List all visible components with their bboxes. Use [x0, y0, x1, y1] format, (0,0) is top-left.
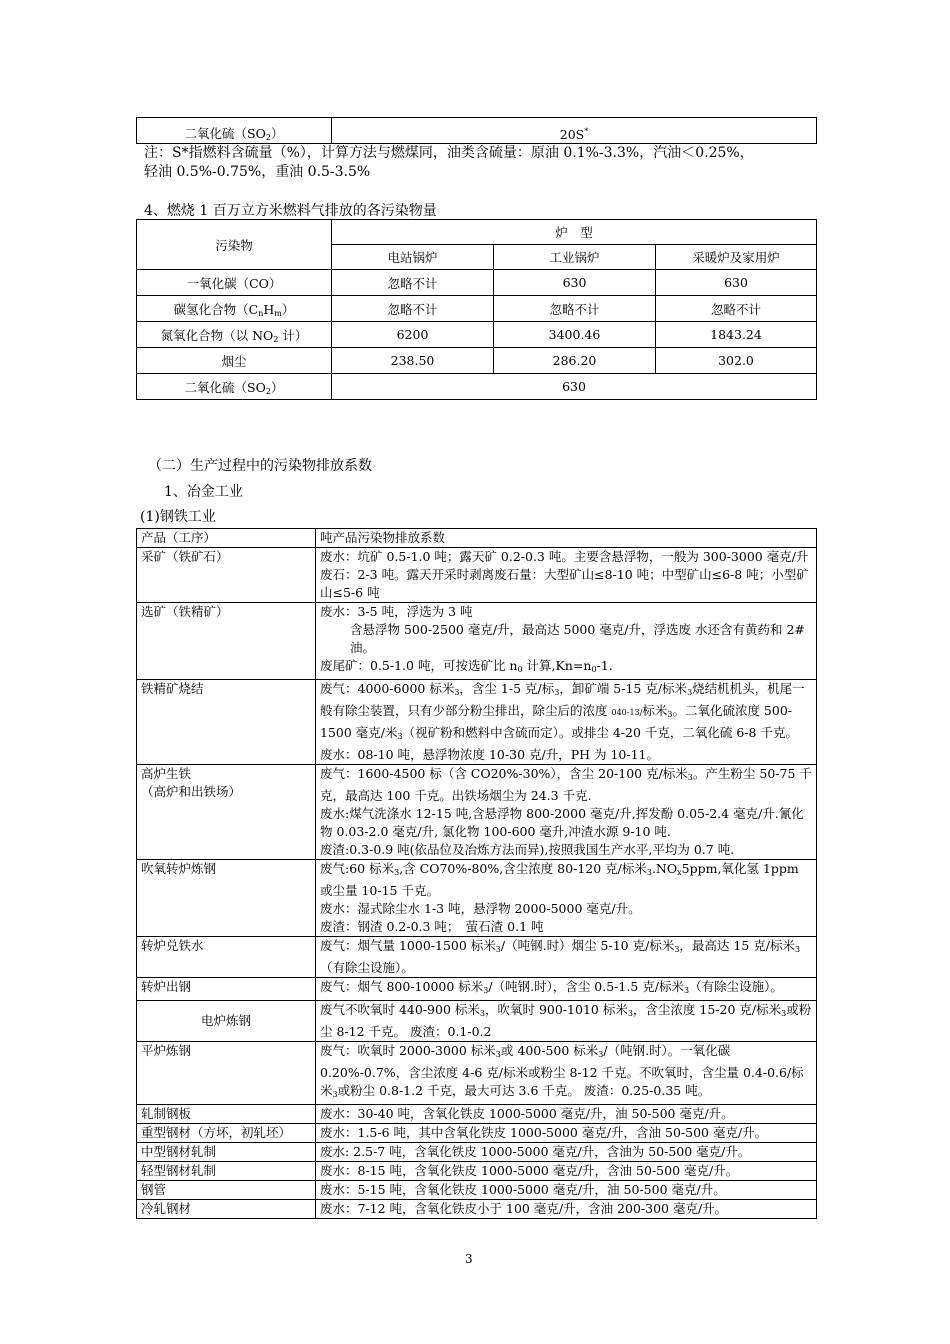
- so2-label-cell: 二氧化硫$(SO_2)$: [137, 118, 332, 144]
- row-label: 转炉兑铁水: [137, 937, 316, 978]
- table-cell: 废气：吹氧时 2000-3000 标米$_3$或 400-500 标米$_3$/（吨钢.时）。一氧化碳 0.20%-0.7%，含尘浓度 4-6 克/标米或粉尘 8-12 千克。不吹氧时，含尘量 0.4-0.6/标米$_3$或粉尘 0.8-1.2 千克，最大可达 3.6 千克。 废渣：0.25-0.35 吨。: [316, 1042, 817, 1105]
- table-cell: 废气：4000-6000 标米$_3$，含尘 1-5 克/标$_3$，卸矿端 5-15 克/标米$_3$烧结机机头，机尾一般有除尘装置，只有少部分粉尘排出，除尘后的浓度 040-13/标米$_3$。二氧化硫浓度 500-1500 毫克/米$_3$（视矿粉和燃料中含硫而定）。或排尘 4-20 千克，二氧化硫 6-8 千克。 废水：08-10 吨，悬浮物浓度 10-30 克/升，PH 为 10-11。: [316, 680, 817, 765]
- table-header-row: [137, 220, 817, 245]
- row-label: 平炉炼钢: [137, 1042, 316, 1105]
- table-cell: 忽略不计: [332, 270, 494, 296]
- row-label: 烟尘: [137, 348, 332, 374]
- table-row: [137, 680, 817, 765]
- table-row: [137, 548, 817, 603]
- table-cell: 废水：1.5-6 吨，其中含氧化铁皮 1000-5000 毫克/升，含油 50-500 毫克/升。: [316, 1124, 817, 1143]
- steel-industry-table: [136, 528, 817, 1219]
- table-row: [137, 765, 817, 860]
- table-cell: 630: [656, 270, 817, 296]
- note-line-1: 注：S*指燃料含硫量（%），计算方法与燃煤同，油类含硫量：原油 0.1%-3.3%，汽油＜0.25%，: [144, 145, 754, 161]
- col-type: 电站锅炉: [332, 245, 494, 270]
- row-label: 重型钢材（方坏，初轧坯）: [137, 1124, 316, 1143]
- subsection-heading: 1、冶金工业: [164, 484, 243, 500]
- subsection-heading: (1)钢铁工业: [140, 509, 216, 525]
- continued-table: [136, 117, 817, 144]
- row-label: 钢管: [137, 1181, 316, 1200]
- col-type: 工业锅炉: [494, 245, 656, 270]
- row-label: 碳氢化合物$(C_nH_m)$: [137, 296, 332, 322]
- table-row: [137, 1143, 817, 1162]
- table-row: [137, 374, 817, 400]
- row-label: 氮氧化合物（以 $NO_2$ 计）: [137, 322, 332, 348]
- table-row: [137, 978, 817, 1001]
- row-label: 一氧化碳（CO）: [137, 270, 332, 296]
- table-cell: 废水：5-15 吨，含氧化铁皮 1000-5000 毫克/升，油 50-500 毫克/升。: [316, 1181, 817, 1200]
- table-cell: 630: [494, 270, 656, 296]
- note-line-2: 轻油 0.5%-0.75%，重油 0.5-3.5%: [144, 164, 371, 180]
- table-row: [137, 603, 817, 680]
- table-cell: 忽略不计: [332, 296, 494, 322]
- fuel-gas-table: [136, 219, 817, 400]
- table-row: [137, 296, 817, 322]
- table-row: [137, 1181, 817, 1200]
- row-label: 中型钢材轧制: [137, 1143, 316, 1162]
- table-row: [137, 118, 817, 144]
- table-cell: 废水：30-40 吨，含氧化铁皮 1000-5000 毫克/升，油 50-500 毫克/升。: [316, 1105, 817, 1124]
- so2-value-cell: 20S*: [332, 118, 817, 144]
- table-cell: 1843.24: [656, 322, 817, 348]
- row-label: 铁精矿烧结: [137, 680, 316, 765]
- col-furnace: 炉 型: [332, 220, 817, 245]
- table-cell: 3400.46: [494, 322, 656, 348]
- table-cell: 286.20: [494, 348, 656, 374]
- table-cell: 废水: 2.5-7 吨，含氧化铁皮 1000-5000 毫克/升，含油为 50-500 毫克/升。: [316, 1143, 817, 1162]
- table-cell: 废气:60 标米$_3$,含 CO70%-80%,含尘浓度 80-120 克/标米$_3.NO_x5ppm$,氧化氢 1ppm 或尘量 10-15 千克。 废水：湿式除尘水 1-3 吨，悬浮物 2000-5000 毫克/升。 废渣：钢渣 0.2-0.3 吨； 萤石渣 0.1 吨: [316, 860, 817, 937]
- row-label: 冷轧钢材: [137, 1200, 316, 1219]
- table-cell: 废水：7-12 吨，含氧化铁皮小于 100 毫克/升，含油 200-300 毫克/升。: [316, 1200, 817, 1219]
- table4-title: 4、燃烧 1 百万立方米燃料气排放的各污染物量: [144, 203, 437, 219]
- table-cell: 废气：1600-4500 标（含 CO20%-30%），含尘 20-100 克/标米$_3$。产生粉尘 50-75 千克，最高达 100 千克。出铁场烟尘为 24.3 千克. 废水:煤气洗涤水 12-15 吨,含悬浮物 800-2000 毫克/升,挥发酚 0.05-2.4 毫克/升.氰化物 0.03-2.0 毫克/升, 氯化物 100-600 毫升,冲渣水源 9-10 吨. 废渣:0.3-0.9 吨(依品位及冶炼方法而异),按照我国生产水平,平均为 0.7 吨.: [316, 765, 817, 860]
- table-row: [137, 1105, 817, 1124]
- row-label: 选矿（铁精矿）: [137, 603, 316, 680]
- table-row: [137, 1042, 817, 1105]
- table-cell: 302.0: [656, 348, 817, 374]
- table-row: [137, 1162, 817, 1181]
- row-label: 高炉生铁 （高炉和出铁场）: [137, 765, 316, 860]
- table-row: [137, 937, 817, 978]
- table-cell: 废水：坑矿 0.5-1.0 吨；露天矿 0.2-0.3 吨。主要含悬浮物，一般为 300-3000 毫克/升 废石：2-3 吨。露天开采时剥离废石量：大型矿山≤8-10 吨；中型矿山≤6-8 吨；小型矿山≤5-6 吨: [316, 548, 817, 603]
- row-label: 轧制钢板: [137, 1105, 316, 1124]
- table-cell: 忽略不计: [656, 296, 817, 322]
- row-label: 电炉炼钢: [137, 1001, 316, 1042]
- page-number: 3: [465, 1252, 473, 1266]
- table-row: [137, 1200, 817, 1219]
- row-label: 采矿（铁矿石）: [137, 548, 316, 603]
- table-cell: 废气不吹氧时 440-900 标米$_3$，吹氧时 900-1010 标米$_3$，含尘浓度 15-20 克/标米$_3$或粉尘 8-12 千克。 废渣：0.1-0.2: [316, 1001, 817, 1042]
- table-row: [137, 1001, 817, 1042]
- table-cell: 废水：8-15 吨，含氧化铁皮 1000-5000 毫克/升，含油 50-500 毫克/升。: [316, 1162, 817, 1181]
- table-cell: 6200: [332, 322, 494, 348]
- row-label: 转炉出钢: [137, 978, 316, 1001]
- section-heading: （二）生产过程中的污染物排放系数: [148, 458, 372, 474]
- col-type: 采暖炉及家用炉: [656, 245, 817, 270]
- table-row: [137, 322, 817, 348]
- row-label: 吹氧转炉炼钢: [137, 860, 316, 937]
- table-header-row: [137, 529, 817, 548]
- table-cell: 废气：烟气量 1000-1500 标米$_3$/（吨钢.时）烟尘 5-10 克/标米$_3$，最高达 15 克/标米$_3$（有除尘设施）。: [316, 937, 817, 978]
- col-header: 产品（工序）: [137, 529, 316, 548]
- table-cell: 忽略不计: [494, 296, 656, 322]
- col-header: 吨产品污染物排放系数: [316, 529, 817, 548]
- table-cell: 630: [332, 374, 817, 400]
- table-row: [137, 1124, 817, 1143]
- col-pollutant: 污染物: [137, 220, 332, 270]
- table-cell: 废水：3-5 吨，浮选为 3 吨 含悬浮物 500-2500 毫克/升，最高达 5000 毫克/升，浮选废 水还含有黄药和 2#油。 废尾矿：0.5-1.0 吨，可按选矿比 $n_0$ 计算$,Kn=n_0-1$.: [316, 603, 817, 680]
- table-cell: 238.50: [332, 348, 494, 374]
- row-label: 二氧化硫$(SO_2)$: [137, 374, 332, 400]
- table-row: [137, 860, 817, 937]
- table-row: [137, 270, 817, 296]
- row-label: 轻型钢材轧制: [137, 1162, 316, 1181]
- table-row: [137, 348, 817, 374]
- table-cell: 废气：烟气 800-10000 标米$_3$/（吨钢.时），含尘 0.5-1.5 克/标米$_3$（有除尘设施）。: [316, 978, 817, 1001]
